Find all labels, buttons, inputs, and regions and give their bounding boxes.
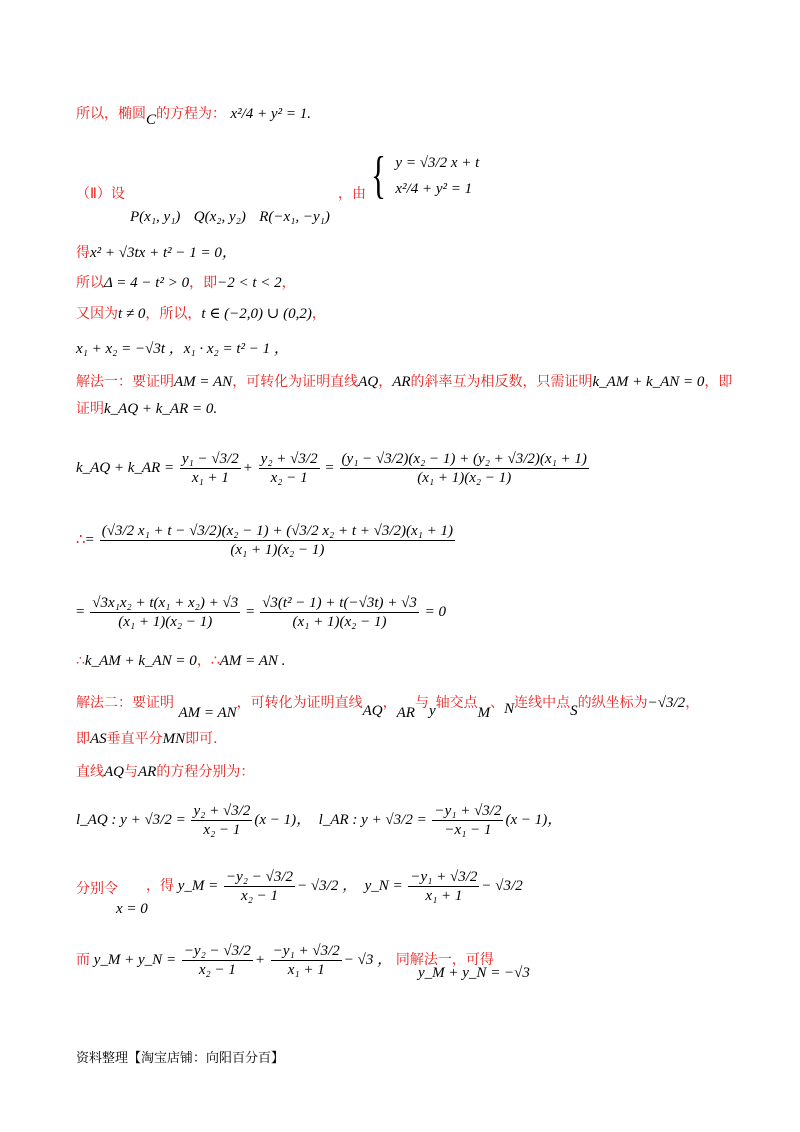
- math: M: [477, 705, 491, 721]
- math: x = 0: [116, 901, 148, 917]
- math: N: [504, 701, 515, 717]
- line-line-formulas: [76, 802, 562, 839]
- numerator: √3x₁x₂ + t(x₁ + x₂) + √3: [92, 595, 239, 611]
- text: 垂直平分: [106, 731, 163, 747]
- math: AM = AN: [174, 374, 233, 390]
- fraction: [182, 942, 253, 979]
- line-system: [338, 183, 366, 205]
- denominator: (x₁ + 1)(x₂ − 1): [417, 470, 512, 486]
- math: k_AM + k_AN = 0: [592, 374, 705, 390]
- math: y_M =: [177, 877, 219, 894]
- line-range: [76, 303, 326, 325]
- denominator: x₁ + 1: [287, 962, 325, 978]
- text: 的方程为：: [156, 106, 227, 122]
- text: ，由: [338, 186, 366, 202]
- math: −√3/2: [647, 695, 686, 711]
- text: ，: [378, 374, 393, 390]
- line-discriminant: [76, 272, 296, 294]
- equation-system: [366, 147, 480, 204]
- system-eq2: x²/4 + y² = 1: [395, 181, 473, 197]
- text: 而: [76, 951, 90, 968]
- line-setup: [76, 183, 125, 205]
- math-p: P(x₁, y₁): [130, 209, 181, 225]
- math-r: R(−x₁, −y₁): [259, 209, 330, 225]
- math: AR: [392, 374, 411, 390]
- text: ，: [685, 695, 700, 711]
- fraction: [432, 802, 503, 839]
- text: ，可转化为证明直线: [236, 695, 363, 711]
- line-method2: [76, 692, 700, 721]
- math: x² + √3tx + t² − 1 = 0，: [90, 245, 237, 261]
- text: ，: [311, 306, 326, 322]
- math-q: Q(x₂, y₂): [193, 209, 246, 225]
- math: (x − 1)，: [505, 811, 563, 828]
- math: x₁ + x₂ = −√3t ，x₁ · x₂ = t² − 1 ，: [76, 341, 289, 357]
- fraction: [90, 594, 240, 631]
- text: 轴交点: [435, 695, 478, 711]
- line-simplify: = $\frac{\text{√3x₁x₂ + t(x₁ + x₂) + √3}}{\text{(x₁ + 1)(x₂ − 1)}}$ = $\frac{\text{√3(t² − 1) + t(−√3t) + √3}}{\text{(x₁ + 1)(x₂ − 1)}}$ = 0: [76, 595, 446, 630]
- denominator: x₁ + 1: [191, 470, 229, 486]
- math: AR: [138, 764, 157, 780]
- text: 的纵坐标为: [577, 695, 648, 711]
- text: （Ⅱ）设: [76, 186, 125, 202]
- fraction: [260, 594, 419, 631]
- text: 的方程分别为：: [156, 764, 255, 780]
- math: y_M + y_N = −√3: [418, 965, 530, 981]
- fraction: [271, 942, 342, 979]
- math: AQ: [358, 374, 379, 390]
- line-intercepts-label: [76, 878, 118, 900]
- numerator: (y₁ − √3/2)(x₂ − 1) + (y₂ + √3/2)(x₁ + 1): [341, 451, 587, 467]
- math: AR: [396, 705, 415, 721]
- numerator: −y₁ + √3/2: [410, 869, 478, 885]
- footer-source: 资料整理【淘宝店铺：向阳百分百】: [76, 1051, 285, 1066]
- denominator: x₂ − 1: [270, 470, 308, 486]
- fraction: [408, 868, 479, 905]
- line-intercepts: [146, 868, 523, 905]
- math: (x − 1)，: [254, 811, 312, 828]
- denominator: −x₁ − 1: [444, 822, 492, 838]
- math: AM = AN .: [219, 653, 286, 669]
- math: t ∈ (−2,0) ∪ (0,2): [201, 306, 312, 322]
- text: 连线中点: [514, 695, 571, 711]
- brace: {: [370, 147, 386, 204]
- system-lines: [395, 150, 479, 202]
- text: 即可.: [185, 731, 218, 747]
- math: = 0: [424, 603, 446, 620]
- line-method1: [76, 371, 732, 393]
- line-perpendicular: [76, 728, 218, 750]
- line-x-zero: [116, 898, 148, 920]
- numerator: y₁ − √3/2: [181, 451, 239, 467]
- math: AS: [90, 731, 107, 747]
- text: ，得: [146, 877, 174, 894]
- fraction: [180, 450, 241, 487]
- numerator: −y₂ − √3/2: [226, 869, 294, 885]
- line-quadratic: [76, 242, 237, 264]
- numerator: √3(t² − 1) + t(−√3t) + √3: [262, 595, 417, 611]
- numerator: −y₁ + √3/2: [272, 943, 340, 959]
- line-conclusion1: [76, 650, 285, 672]
- math: − √3/2: [481, 877, 523, 894]
- text: 得: [76, 245, 90, 261]
- denominator: x₂ − 1: [198, 962, 236, 978]
- line-line-equations: [76, 761, 254, 783]
- text: 分别令: [76, 881, 118, 897]
- numerator: (√3/2 x₁ + t − √3/2)(x₂ − 1) + (√3/2 x₂ + t + √3/2)(x₁ + 1): [101, 523, 454, 539]
- text: 解法二：要证明: [76, 695, 174, 711]
- therefore-symbol: ∴: [76, 653, 85, 669]
- text: ，即: [189, 275, 218, 291]
- line-vieta: [76, 338, 289, 360]
- math: MN: [162, 731, 186, 747]
- text: 与: [414, 695, 429, 711]
- text: 与: [124, 764, 138, 780]
- denominator: x₂ − 1: [241, 888, 279, 904]
- math: l_AR : y + √3/2 =: [318, 811, 427, 828]
- text: 同解法一，可得: [395, 951, 494, 968]
- math: AQ: [362, 703, 383, 719]
- math: y: [428, 703, 436, 719]
- fraction: [224, 868, 295, 905]
- numerator: y₂ + √3/2: [260, 451, 318, 467]
- line-sum-intercepts: 而 y_M + y_N = $\frac{\text{−y₂ − √3/2}}{\text{x₂ − 1}}$ + $\frac{\text{−y₁ + √3/2}}{\text{x₁ + 1}}$ − √3 ， 同解法一，可得: [76, 943, 494, 978]
- line-method1-goal: [76, 398, 217, 420]
- denominator: x₂ − 1: [203, 822, 241, 838]
- fraction: [340, 450, 589, 487]
- line-slope-sum: k_AQ + k_AR = $\frac{\text{y₁ − √3/2}}{\text{x₁ + 1}}$ + $\frac{\text{y₂ + √3/2}}{\text{x₂ − 1}}$ = $\frac{\text{(y₁ − √3/2)(x₂ − 1) + (y₂ + √3/2)(x₁ + 1)}}{\text{(x₁ + 1)(x₂ − 1)}}$: [76, 451, 587, 486]
- math: S: [570, 703, 578, 719]
- text: ，: [281, 275, 296, 291]
- math: −2 < t < 2: [217, 275, 282, 291]
- math: l_AQ : y + √3/2 =: [76, 811, 186, 828]
- text: ，∴: [196, 653, 220, 669]
- math: t ≠ 0: [118, 306, 146, 322]
- text: ，即: [704, 374, 733, 390]
- system-eq1: y = √3/2 x + t: [395, 155, 480, 171]
- text: 证明: [76, 401, 104, 417]
- text: 解法一：要证明: [76, 374, 174, 390]
- math: k_AM + k_AN = 0: [84, 653, 197, 669]
- text: 的斜率互为相反数，只需证明: [410, 374, 593, 390]
- line-points: [130, 206, 330, 228]
- denominator: (x₁ + 1)(x₂ − 1): [118, 614, 213, 630]
- text: 又因为: [76, 306, 118, 322]
- text: 直线: [76, 764, 104, 780]
- denominator: x₁ + 1: [425, 888, 463, 904]
- numerator: −y₂ − √3/2: [183, 943, 251, 959]
- text: ，: [382, 695, 397, 711]
- text: 所以，椭圆: [76, 106, 146, 122]
- text: 所以: [76, 275, 104, 291]
- fraction: [100, 522, 455, 559]
- math: − √3 ，: [343, 951, 393, 968]
- denominator: (x₁ + 1)(x₂ − 1): [230, 542, 325, 558]
- math: Δ = 4 − t² > 0: [104, 275, 190, 291]
- line-sum-result: [418, 962, 530, 984]
- math: y_N =: [364, 877, 403, 894]
- text: 即: [76, 731, 90, 747]
- math: AM = AN: [178, 705, 237, 721]
- math-c: C: [146, 112, 157, 128]
- math: k_AQ + k_AR =: [76, 459, 175, 476]
- math-ellipse: x²/4 + y² = 1.: [230, 106, 311, 122]
- math: AQ: [104, 764, 124, 780]
- math: k_AQ + k_AR = 0.: [104, 401, 218, 417]
- fraction: [191, 802, 252, 839]
- math: y_M + y_N =: [93, 951, 177, 968]
- therefore-symbol: ∴: [76, 531, 86, 548]
- math: − √3/2 ，: [297, 877, 358, 894]
- line-ellipse-equation: [76, 103, 311, 128]
- text: 、: [490, 695, 505, 711]
- text: ，所以，: [145, 306, 202, 322]
- text: ，可转化为证明直线: [232, 374, 359, 390]
- denominator: (x₁ + 1)(x₂ − 1): [292, 614, 387, 630]
- fraction: [259, 450, 320, 487]
- numerator: −y₁ + √3/2: [434, 803, 502, 819]
- numerator: y₂ + √3/2: [193, 803, 251, 819]
- line-substitute: ∴= $\frac{\text{(√3/2 x₁ + t − √3/2)(x₂ − 1) + (√3/2 x₂ + t + √3/2)(x₁ + 1)}}{\text{(x₁ + 1)(x₂ − 1)}}$: [76, 523, 454, 558]
